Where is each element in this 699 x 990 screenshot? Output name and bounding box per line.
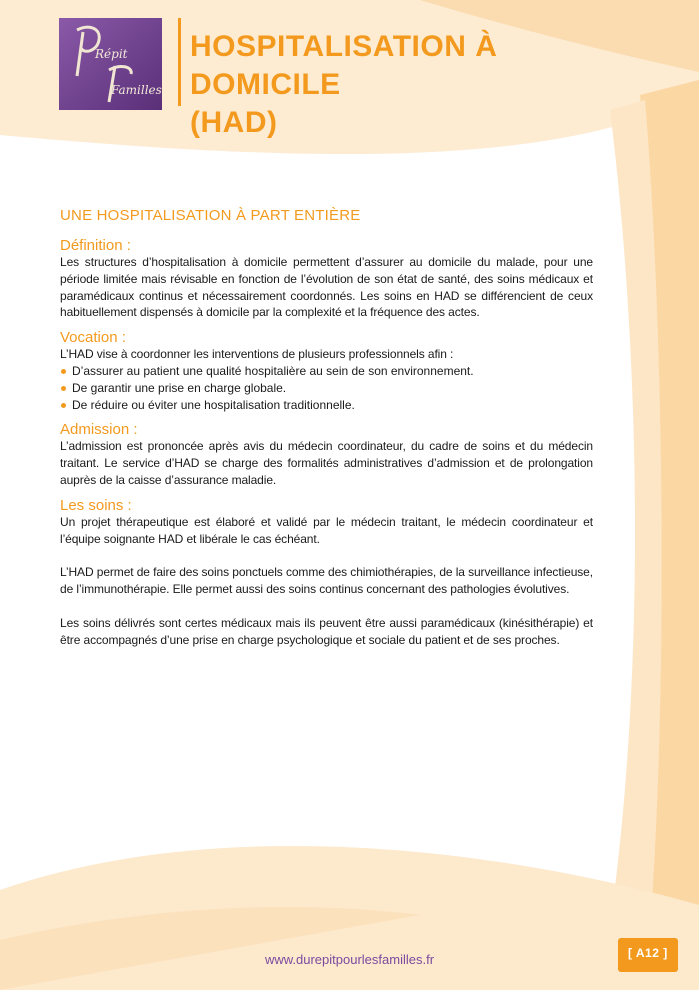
title-divider — [178, 18, 181, 106]
section-title: UNE HOSPITALISATION À PART ENTIÈRE — [60, 207, 361, 224]
soins-paragraph-2: L’HAD permet de faire des soins ponctuels comme des chimiothérapies, de la surveillance infectieuse, de l’immunothérapie. Elle permet aussi des soins continus concernant des pathologies évolutives. — [60, 565, 593, 597]
soins-paragraph-3: Les soins délivrés sont certes médicaux mais ils peuvent être aussi paramédicaux (kinésithérapie) et être accompagnés d’une prise en charge psychologique et sociale du patient et de ses proches. — [60, 615, 593, 647]
vocation-heading: Vocation : — [60, 329, 126, 347]
bullet-icon — [61, 386, 66, 391]
admission-heading: Admission : — [60, 421, 138, 439]
list-item — [60, 380, 593, 397]
page-title — [190, 28, 650, 142]
repit-familles-logo — [59, 18, 162, 110]
admission-text: L’admission est prononcée après avis du médecin coordinateur, du cadre de soins et du médecin traitant. Le service d’HAD se charge des formalités administratives d’admission et de prolongation auprès de la caisse d’assurance maladie. — [60, 439, 593, 487]
soins-heading: Les soins : — [60, 496, 132, 514]
list-item-text: D’assurer au patient une qualité hospitalière au sein de son environnement. — [72, 363, 474, 378]
list-item-text: De garantir une prise en charge globale. — [72, 380, 287, 395]
vocation-list — [60, 363, 593, 413]
bullet-icon — [61, 369, 66, 374]
footer-url-link[interactable]: www.durepitpourlesfamilles.fr — [264, 952, 435, 967]
right-curve-light — [600, 100, 662, 990]
logo-text-top: Répit — [95, 47, 128, 61]
list-item-text: De réduire ou éviter une hospitalisation traditionnelle. — [72, 397, 355, 412]
list-item — [60, 397, 593, 414]
bullet-icon — [61, 403, 66, 408]
logo-text-bottom: Familles — [111, 83, 162, 97]
main-content — [60, 207, 593, 657]
vocation-intro: L’HAD vise à coordonner les interventions de plusieurs professionnels afin : — [60, 347, 454, 362]
definition-heading: Définition : — [60, 237, 131, 254]
vocation-section — [60, 329, 593, 413]
list-item — [60, 363, 593, 380]
page-title-line2: (HAD) — [190, 106, 278, 139]
soins-section — [60, 497, 593, 649]
page-number: [ A12 ] — [628, 946, 668, 960]
definition-text: Les structures d’hospitalisation à domicile permettent d’assurer au domicile du malade, pour une période limitée mais révisable en fonction de l’évolution de son état de santé, des soins médicaux et paramédicaux continus et nécessairement coordonnés. Les soins en HAD se différencient de ceux habituellement dispensés à domicile par la complexité et la fréquence des actes. — [60, 255, 593, 320]
page-title-line1: HOSPITALISATION À DOMICILE — [190, 30, 498, 101]
soins-paragraph-1: Un projet thérapeutique est élaboré et validé par le médecin traitant, le médecin coordinateur et l’équipe soignante HAD et libérale le cas échéant. — [60, 514, 593, 546]
admission-section — [60, 421, 593, 488]
definition-section — [60, 237, 593, 321]
